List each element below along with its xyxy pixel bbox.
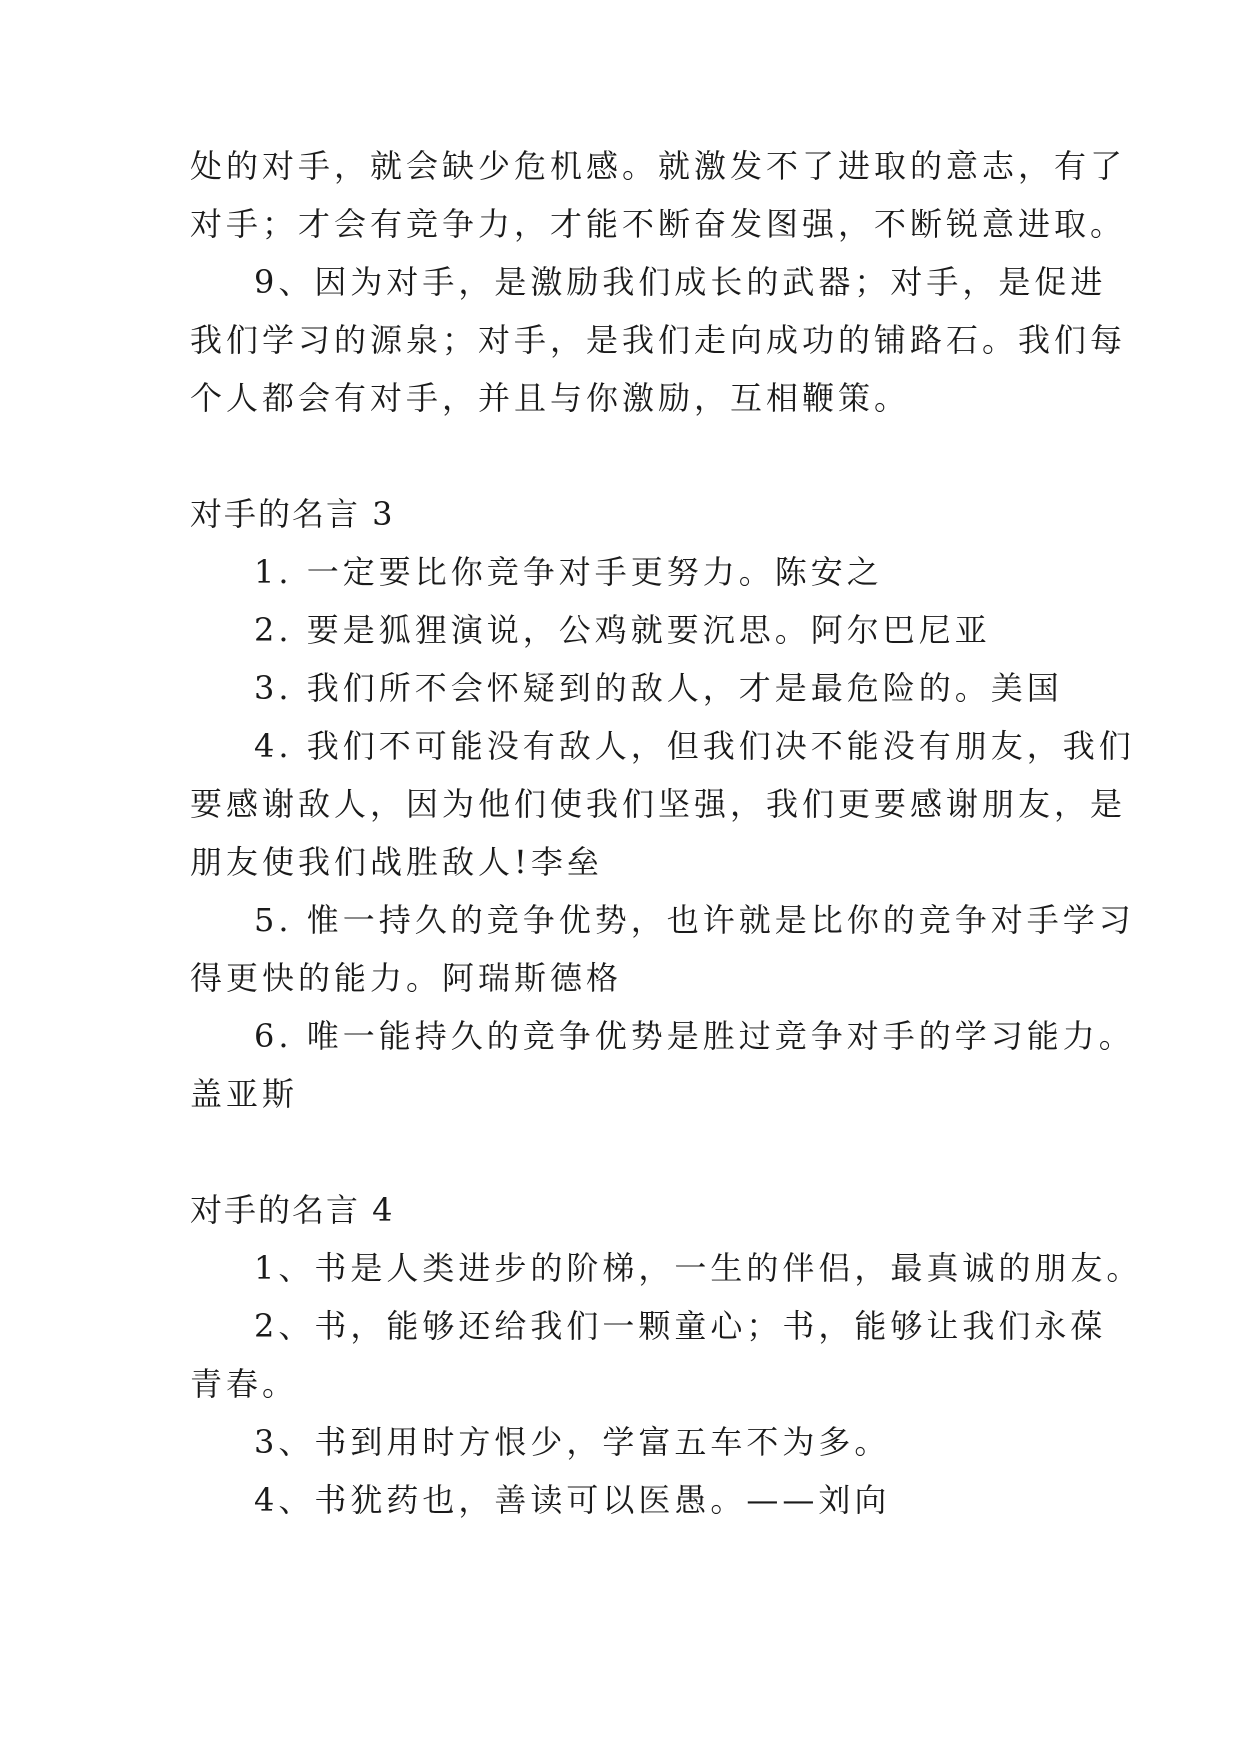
paragraph-line: 个人都会有对手，并且与你激励，互相鞭策。 xyxy=(190,379,911,417)
section-heading: 对手的名言 3 xyxy=(190,495,395,533)
paragraph-line: 我们学习的源泉；对手，是我们走向成功的铺路石。我们每 xyxy=(190,321,1127,359)
quote-line: 4、书犹药也，善读可以医愚。——刘向 xyxy=(254,1481,891,1519)
quote-line: 3、书到用时方恨少，学富五车不为多。 xyxy=(254,1423,891,1461)
quote-line: 2. 要是狐狸演说，公鸡就要沉思。阿尔巴尼亚 xyxy=(254,611,991,649)
section-heading: 对手的名言 4 xyxy=(190,1191,395,1229)
quote-line: 5. 惟一持久的竞争优势，也许就是比你的竞争对手学习 xyxy=(254,901,1135,939)
quote-line: 1、书是人类进步的阶梯，一生的伴侣，最真诚的朋友。 xyxy=(254,1249,1143,1287)
paragraph-line: 9、因为对手，是激励我们成长的武器；对手，是促进 xyxy=(254,263,1107,301)
quote-line: 青春。 xyxy=(190,1365,299,1403)
paragraph-line: 处的对手，就会缺少危机感。就激发不了进取的意志，有了 xyxy=(190,147,1127,185)
quote-line: 盖亚斯 xyxy=(190,1075,299,1113)
quote-line: 4. 我们不可能没有敌人，但我们决不能没有朋友，我们 xyxy=(254,727,1135,765)
quote-line: 朋友使我们战胜敌人!李垒 xyxy=(190,843,603,881)
paragraph-line: 对手；才会有竞争力，才能不断奋发图强，不断锐意进取。 xyxy=(190,205,1127,243)
quote-line: 要感谢敌人，因为他们使我们坚强，我们更要感谢朋友，是 xyxy=(190,785,1127,823)
quote-line: 3. 我们所不会怀疑到的敌人，才是最危险的。美国 xyxy=(254,669,1063,707)
quote-line: 得更快的能力。阿瑞斯德格 xyxy=(190,959,623,997)
quote-line: 2、书，能够还给我们一颗童心；书，能够让我们永葆 xyxy=(254,1307,1107,1345)
quote-line: 6. 唯一能持久的竞争优势是胜过竞争对手的学习能力。 xyxy=(254,1017,1135,1055)
quote-line: 1. 一定要比你竞争对手更努力。陈安之 xyxy=(254,553,883,591)
